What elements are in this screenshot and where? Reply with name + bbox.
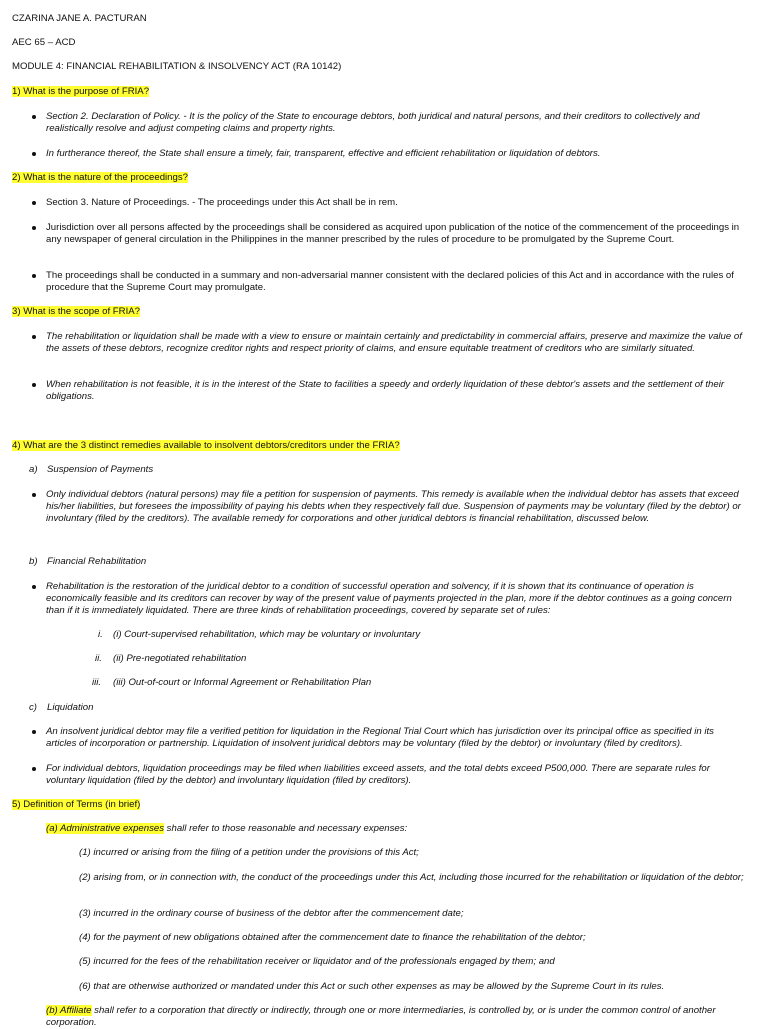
module-title: MODULE 4: FINANCIAL REHABILITATION & INSOLVENCY ACT (RA 10142) [12, 61, 342, 72]
document-page: CZARINA JANE A. PACTURAN AEC 65 – ACD MODULE 4: FINANCIAL REHABILITATION & INSOLVENCY ACT (RA 10142) 1) What is the purpose of FRIA? Section 2. Declaration of Policy. - It is the policy of the State to encourage debtors, both juridical and natural persons, and their creditors to collectively and realistically resolve and adjust competing claims and property rights. In furtherance thereof, the State shall ensure a timely, fair, transparent, effective and efficient rehabilitation or liquidation of debtors. 2) What is the nature of the proceedings? Section 3. Nature of Proceedings. - The proceedings under this Act shall be in rem. Jurisdiction over all persons affected by the proceedings shall be considered as acquired upon publication of the notice of the commencement of the proceedings in any newspaper of general circulation in the Philippines in the manner prescribed by the rules of procedure to be promulgated by the Supreme Court. The proceedings shall be conducted in a summary and non-adversarial manner consistent with the declared policies of this Act and in accordance with the rules of procedure that the Supreme Court may promulgate. 3) What is the scope of FRIA? The rehabilitation or liquidation shall be made with a view to ensure or maintain certainly and predictability in commercial affairs, preserve and maximize the value of the assets of these debtors, recognize creditor rights and respect priority of claims, and ensure equitable treatment of creditors who are similarly situated. When rehabilitation is not feasible, it is in the interest of the State to facilities a speedy and orderly liquidation of these debtor's assets and the settlement of their obligations. 4) What are the 3 distinct remedies available to insolvent debtors/creditors under the FRIA? a) Suspension of Payments Only individual debtors (natural persons) may file a petition for suspension of payments. This remedy is available when the individual debtor has assets that exceed his/her liabilities, but foresees the impossibility of paying his debts when they respectively fall due. Suspension of payments may be voluntary (filed by the debtor) or involuntary (filed by the creditors). The available remedy for corporations and other juridical debtors is financial rehabilitation, discussed below. b) Financial Rehabilitation Rehabilitation is the restoration of the juridical debtor to a condition of successful operation and solvency, if it is shown that its continuance of operation is economically feasible and its creditors can recover by way of the present value of payments projected in the plan, more if the debtor continues as a going concern than if it is immediately liquidated. There are three kinds of rehabilitation proceedings, covered by separate set of rules: i. (i) Court-supervised rehabilitation, which may be voluntary or involuntary ii. (ii) Pre-negotiated rehabilitation iii. (iii) Out-of-court or Informal Agreement or Rehabilitation Plan c) Liquidation An insolvent juridical debtor may file a verified petition for liquidation in the Regional Trial Court which has jurisdiction over its principal office as specified in its articles of incorporation or partnership. Liquidation of insolvent juridical debtors may be voluntary (filed by the debtor) or involuntary (filed by creditors). For individual debtors, liquidation proceedings may be filed when liabilities exceed assets, and the total debts exceed P500,000. There are separate rules for voluntary liquidation (filed by the debtor) and involuntary liquidation (filed by creditors). 5) Definition of Terms (in brief) (a) Administrative expenses shall refer to those reasonable and necessary expenses: (1) incurred or arising from the filing of a petition under the provisions of this Act; (2) arising from, or in connection with, the conduct of the proceedings under this Act, including those incurred for the rehabilitation or liquidation of the debtor; (3) incurred in the ordinary course of business of the debtor after the commencement date; (4) for the payment of new obligations obtained after the commencement date to finance the rehabilitation of the debtor; (5) incurred for the fees of the rehabilitation receiver or liquidator and of the professionals engaged by them; and (6) that are otherwise authorized or mandated under this Act or such other expenses as may be allowed by the Supreme Court in its rules. (b) Affiliate shall refer to a corporation that directly or indirectly, through one or more intermediaries, is controlled by, or is under the common control of another corporation. [0, 0, 768, 1024]
bullet-icon [32, 115, 36, 119]
bullet-icon [32, 335, 36, 339]
question-2-heading: 2) What is the nature of the proceedings? [12, 172, 188, 183]
bullet-icon [32, 274, 36, 278]
list-item: (iii) Out-of-court or Informal Agreement or Rehabilitation Plan [113, 677, 372, 688]
bullet-icon [32, 201, 36, 205]
author-name: CZARINA JANE A. PACTURAN [12, 13, 147, 24]
bullet-icon [32, 493, 36, 497]
roman-numeral: ii. [95, 653, 102, 664]
subsection-label: c) [29, 702, 37, 713]
list-item: (1) incurred or arising from the filing of a petition under the provisions of this Act; [79, 847, 419, 858]
roman-numeral: iii. [92, 677, 102, 688]
subsection-title: Suspension of Payments [47, 464, 154, 475]
bullet-icon [32, 585, 36, 589]
subsection-title: Financial Rehabilitation [47, 556, 147, 567]
question-1-heading: 1) What is the purpose of FRIA? [12, 86, 150, 97]
list-item: (5) incurred for the fees of the rehabilitation receiver or liquidator and of the professionals engaged by them; and [79, 956, 555, 967]
list-item: (6) that are otherwise authorized or mandated under this Act or such other expenses as may be allowed by the Supreme Court in its rules. [79, 981, 665, 992]
list-item: (i) Court-supervised rehabilitation, which may be voluntary or involuntary [113, 629, 421, 640]
bullet-icon [32, 226, 36, 230]
question-3-heading: 3) What is the scope of FRIA? [12, 306, 140, 317]
subsection-label: a) [29, 464, 38, 475]
list-item: (4) for the payment of new obligations obtained after the commencement date to finance the rehabilitation of the debtor; [79, 932, 586, 943]
bullet-icon [32, 767, 36, 771]
subsection-title: Liquidation [47, 702, 94, 713]
bullet-icon [32, 383, 36, 387]
bullet-icon [32, 730, 36, 734]
roman-numeral: i. [98, 629, 103, 640]
question-5-heading: 5) Definition of Terms (in brief) [12, 799, 141, 810]
bullet-icon [32, 152, 36, 156]
question-4-heading: 4) What are the 3 distinct remedies available to insolvent debtors/creditors under the FRIA? [12, 440, 400, 451]
list-item: (3) incurred in the ordinary course of business of the debtor after the commencement date; [79, 908, 464, 919]
term-affiliate: (b) Affiliate shall refer to a corporation that directly or indirectly, through one or more intermediaries, is controlled by, or is under the common control of another corporation. [46, 1005, 716, 1028]
course-code: AEC 65 – ACD [12, 37, 76, 48]
subsection-label: b) [29, 556, 38, 567]
term-administrative-expenses: (a) Administrative expenses shall refer to those reasonable and necessary expenses: [46, 823, 408, 834]
list-item: (ii) Pre-negotiated rehabilitation [113, 653, 247, 664]
list-item: (2) arising from, or in connection with, the conduct of the proceedings under this Act, including those incurred for the rehabilitation or liquidation of the debtor; [79, 872, 744, 883]
